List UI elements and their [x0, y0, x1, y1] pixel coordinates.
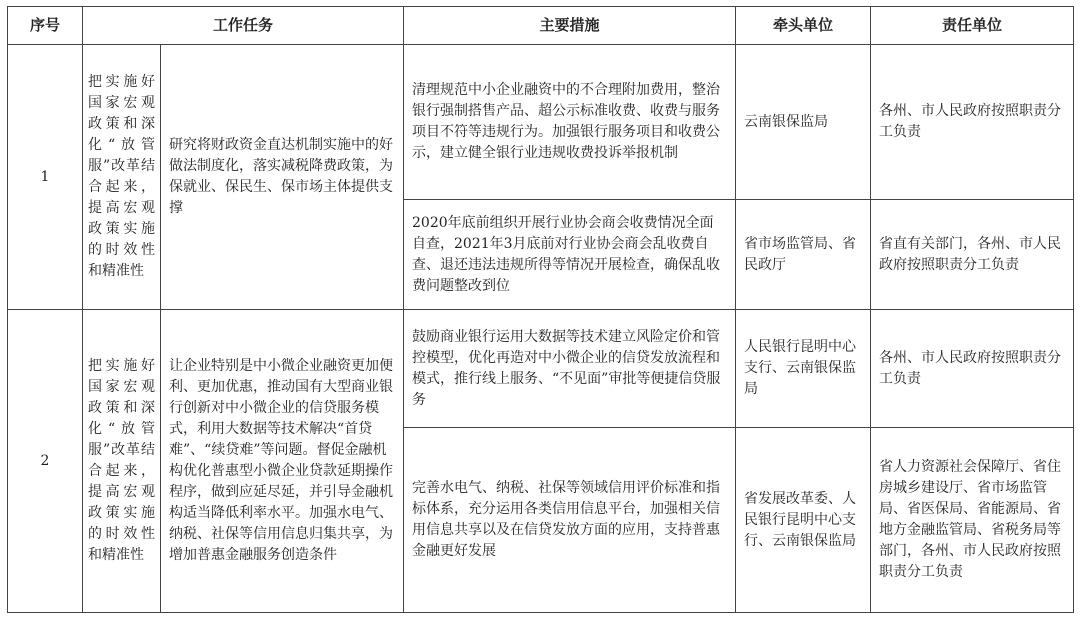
responsible-unit: 省人力资源社会保障厅、省住房城乡建设厅、省市场监管局、省医保局、省能源局、省地方金融监管局、省税务局等部门，各州、市人民政府按照职责分工负责 — [871, 428, 1074, 613]
lead-unit: 省市场监管局、省民政厅 — [736, 200, 871, 310]
row-number: 1 — [8, 45, 83, 310]
task-detail: 研究将财政资金直达机制实施中的好做法制度化，落实减税降费政策，为保就业、保民生、保市场主体提供支撑 — [161, 45, 404, 310]
responsible-unit: 省直有关部门，各州、市人民政府按照职责分工负责 — [871, 200, 1074, 310]
lead-unit: 云南银保监局 — [736, 45, 871, 200]
measure-text: 完善水电气、纳税、社保等领域信用评价标准和指标体系，充分运用各类信用信息平台，加强相关信用信息共享以及在信贷发放方面的应用，支持普惠金融更好发展 — [404, 428, 736, 613]
measure-text: 鼓励商业银行运用大数据等技术建立风险定价和管控模型，优化再造对中小微企业的信贷发放流程和模式，推行线上服务、“不见面”审批等便捷信贷服务 — [404, 310, 736, 428]
row-number: 2 — [8, 310, 83, 613]
task-goal: 把实施好国家宏观政策和深化“放管服”改革结合起来，提高宏观政策实施的时效性和精准性 — [83, 45, 161, 310]
task-goal: 把实施好国家宏观政策和深化“放管服”改革结合起来，提高宏观政策实施的时效性和精准性 — [83, 310, 161, 613]
header-task: 工作任务 — [83, 7, 404, 45]
policy-table — [7, 6, 1074, 613]
header-no: 序号 — [8, 7, 83, 45]
measure-text: 2020年底前组织开展行业协会商会收费情况全面自查，2021年3月底前对行业协会商会乱收费自查、退还违法违规所得等情况开展检查，确保乱收费问题整改到位 — [404, 200, 736, 310]
lead-unit: 省发展改革委、人民银行昆明中心支行、云南银保监局 — [736, 428, 871, 613]
header-row — [8, 7, 1074, 45]
header-resp: 责任单位 — [871, 7, 1074, 45]
header-lead: 牵头单位 — [736, 7, 871, 45]
responsible-unit: 各州、市人民政府按照职责分工负责 — [871, 310, 1074, 428]
table-row — [8, 310, 1074, 428]
lead-unit: 人民银行昆明中心支行、云南银保监局 — [736, 310, 871, 428]
responsible-unit: 各州、市人民政府按照职责分工负责 — [871, 45, 1074, 200]
header-measures: 主要措施 — [404, 7, 736, 45]
measure-text: 清理规范中小企业融资中的不合理附加费用，整治银行强制搭售产品、超公示标准收费、收费与服务项目不符等违规行为。加强银行服务项目和收费公示，建立健全银行业违规收费投诉举报机制 — [404, 45, 736, 200]
table-row — [8, 45, 1074, 200]
task-detail: 让企业特别是中小微企业融资更加便利、更加优惠，推动国有大型商业银行创新对中小微企业的信贷服务模式，利用大数据等技术解决“首贷难”、“续贷难”等问题。督促金融机构优化普惠型小微企业贷款延期操作程序，做到应延尽延，并引导金融机构适当降低利率水平。加强水电气、纳税、社保等信用信息归集共享，为增加普惠金融服务创造条件 — [161, 310, 404, 613]
